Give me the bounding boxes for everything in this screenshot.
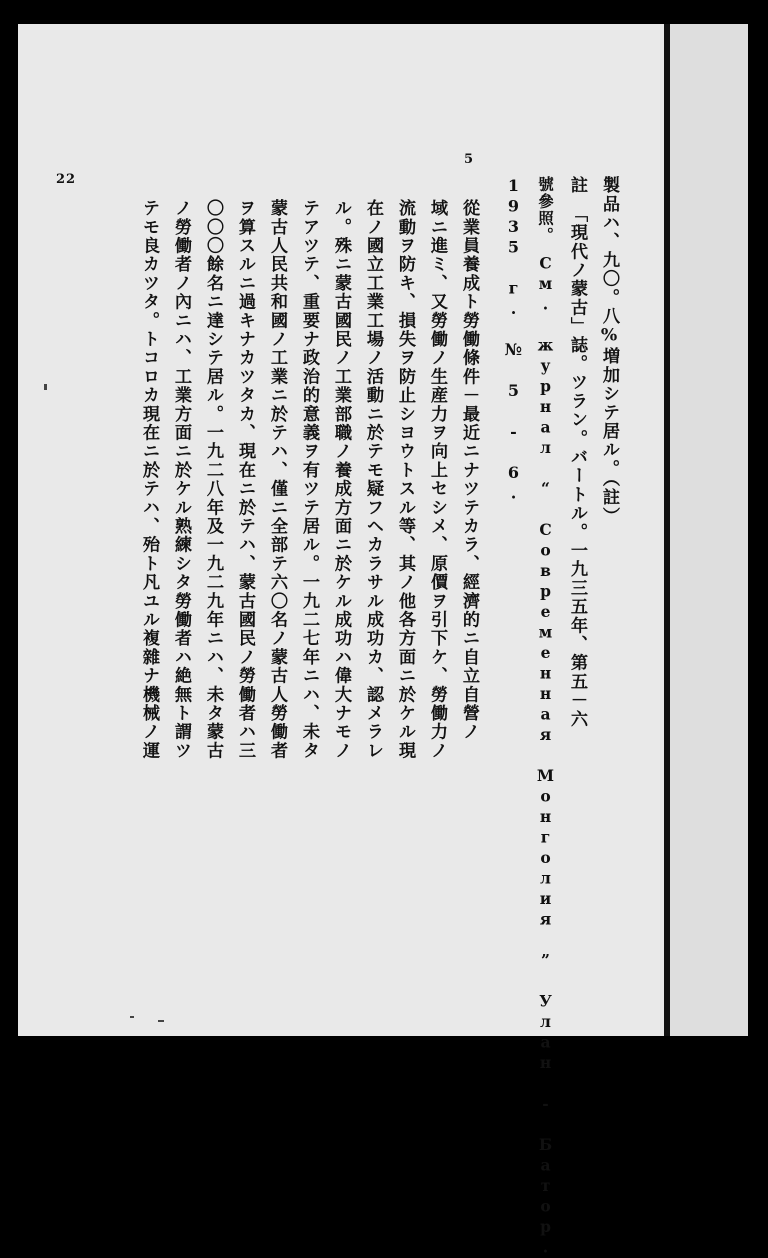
text-column-14: ノ勞働者ノ內ニハ、工業方面ニ於ケル熟練シタ勞働者ハ絶無ト謂ツ <box>171 199 191 760</box>
text-column-4: 1935 г. № 5 - 6. <box>504 176 523 504</box>
text-column-3: 號參照。 См. журнал “ Современная Монголия ” Улан - Батор. <box>536 176 555 1258</box>
scan-speck <box>130 1016 134 1018</box>
text-column-12: ヲ算スルニ過キナカツタカ、現在ニ於テハ、蒙古國民ノ勞働者ハ三 <box>235 199 255 760</box>
scan-speck <box>44 384 47 390</box>
text-column-15: テモ良カツタ。トコロカ現在ニ於テハ、殆ト凡ユル複雜ナ機械ノ運 <box>139 199 159 760</box>
text-column-9: ル。殊ニ蒙古國民ノ工業部職ノ養成方面ニ於ケル成功ハ偉大ナモノ <box>331 199 351 760</box>
text-column-6: 域ニ進ミ、又勞働ノ生産力ヲ向上セシメ、原價ヲ引下ケ、勞働力ノ <box>427 199 447 760</box>
page-number-top: 5 <box>464 152 474 167</box>
scan-speck <box>158 1020 164 1022</box>
text-column-11: 蒙古人民共和國ノ工業ニ於テハ、僅ニ全部テ六〇名ノ蒙古人勞働者 <box>267 199 287 760</box>
document-page <box>18 24 666 1258</box>
text-column-10: テアツテ、重要ナ政治的意義ヲ有ツテ居ル。一九二七年ニハ、未タ <box>299 199 319 760</box>
text-column-8: 在ノ國立工業工場ノ活動ニ於テモ疑フヘカラサル成功カ、認メラレ <box>363 199 383 760</box>
text-column-13: 〇〇〇餘名ニ達シテ居ル。一九二八年及一九二九年ニハ、未タ蒙古 <box>203 199 223 760</box>
adjacent-page-edge <box>670 24 748 1036</box>
text-column-5: 從業員養成ト勞働條件－最近ニナツテカラ、經濟的ニ自立自營ノ <box>459 199 479 742</box>
text-column-7: 流動ヲ防キ、損失ヲ防止シヨウトスル等、其ノ他各方面ニ於ケル現 <box>395 199 415 760</box>
text-column-2: 註 「現代ノ蒙古」誌。ツラン。バートル。一九三五年、第五－六 <box>567 176 587 729</box>
text-column-1: 製品ハ、九〇。八%増加シテ居ル。（註） <box>599 176 619 526</box>
page-number-bottom: 22 <box>56 172 77 187</box>
